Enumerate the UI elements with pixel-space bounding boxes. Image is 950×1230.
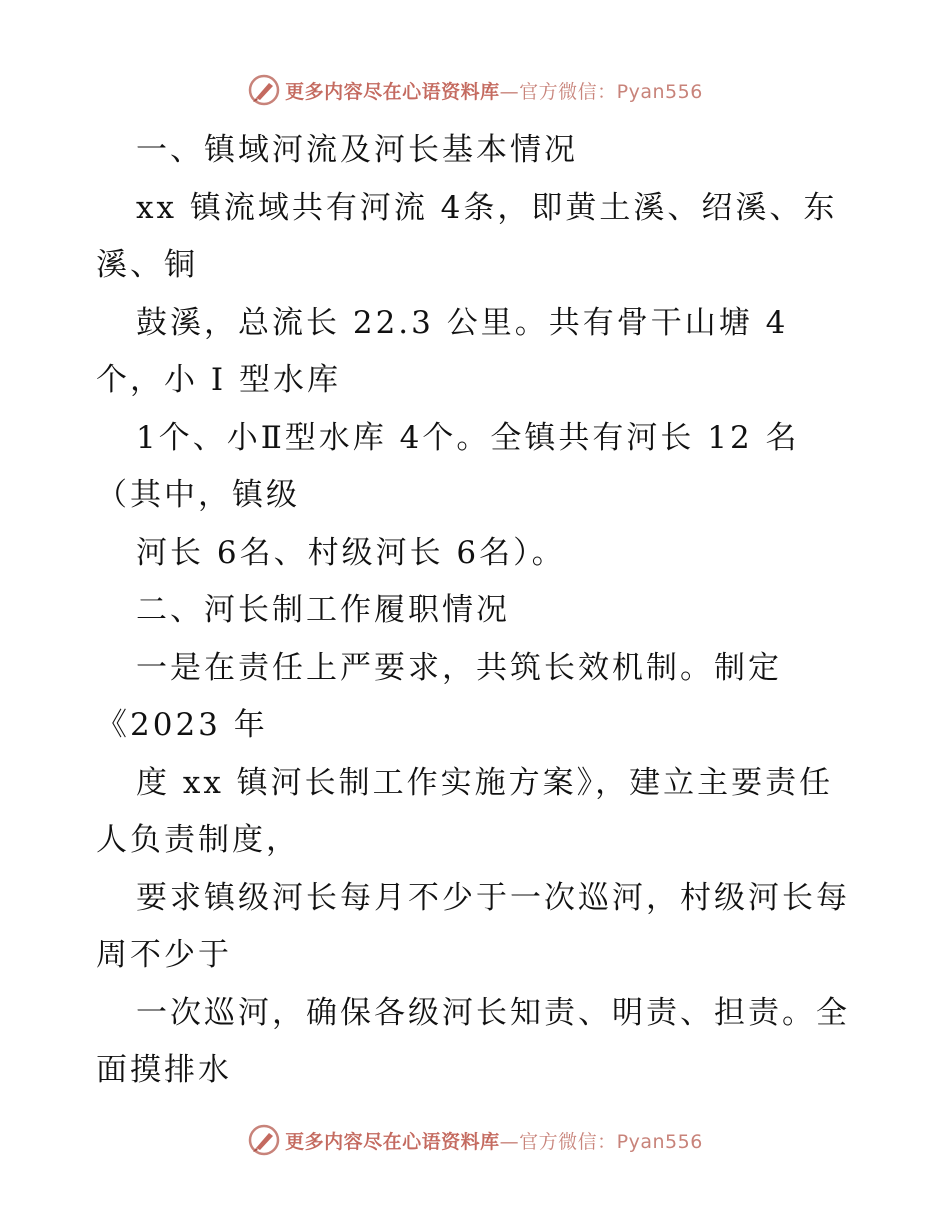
section-heading-1: 一、镇域河流及河长基本情况 bbox=[136, 132, 578, 168]
watermark-text bbox=[285, 77, 703, 104]
quill-logo-icon bbox=[247, 1123, 281, 1157]
watermark-separator: — bbox=[499, 1130, 520, 1153]
paragraph-line: 《2023 年 bbox=[96, 707, 268, 743]
paragraph-line: xx 镇流域共有河流 4条，即黄土溪、绍溪、东 bbox=[136, 189, 838, 226]
paragraph-line: 人负责制度， bbox=[96, 822, 300, 858]
paragraph-line: 一是在责任上严要求，共筑长效机制。制定 bbox=[136, 649, 782, 686]
paragraph-line: 度 xx 镇河长制工作实施方案》，建立主要责任 bbox=[136, 764, 834, 801]
watermark-contact-text: 官方微信：Pyan556 bbox=[519, 1130, 703, 1153]
watermark-site-text: 更多内容尽在心语资料库 bbox=[285, 80, 500, 103]
footer-watermark-banner bbox=[0, 1120, 950, 1160]
paragraph-line: 溪、铜 bbox=[96, 247, 198, 283]
header-watermark-banner bbox=[0, 70, 950, 110]
watermark-text bbox=[285, 1127, 703, 1154]
paragraph-line: （其中，镇级 bbox=[96, 477, 300, 513]
watermark-separator: — bbox=[499, 80, 520, 103]
watermark-site-text: 更多内容尽在心语资料库 bbox=[285, 1130, 500, 1153]
quill-logo-icon bbox=[247, 73, 281, 107]
paragraph-line: 1个、小Ⅱ型水库 4个。全镇共有河长 12 名 bbox=[136, 419, 800, 456]
document-body bbox=[96, 122, 856, 1100]
watermark-contact-text: 官方微信：Pyan556 bbox=[519, 80, 703, 103]
paragraph-line: 面摸排水 bbox=[96, 1052, 232, 1088]
paragraph-line: 鼓溪，总流长 22.3 公里。共有骨干山塘 4 bbox=[136, 304, 789, 341]
paragraph-line: 一次巡河，确保各级河长知责、明责、担责。全 bbox=[136, 994, 850, 1031]
paragraph-line: 要求镇级河长每月不少于一次巡河，村级河长每 bbox=[136, 879, 850, 916]
paragraph-line: 个，小 I 型水库 bbox=[96, 362, 341, 398]
paragraph-line: 河长 6名、村级河长 6名）。 bbox=[136, 534, 566, 571]
section-heading-2: 二、河长制工作履职情况 bbox=[136, 592, 510, 628]
paragraph-line: 周不少于 bbox=[96, 937, 232, 973]
